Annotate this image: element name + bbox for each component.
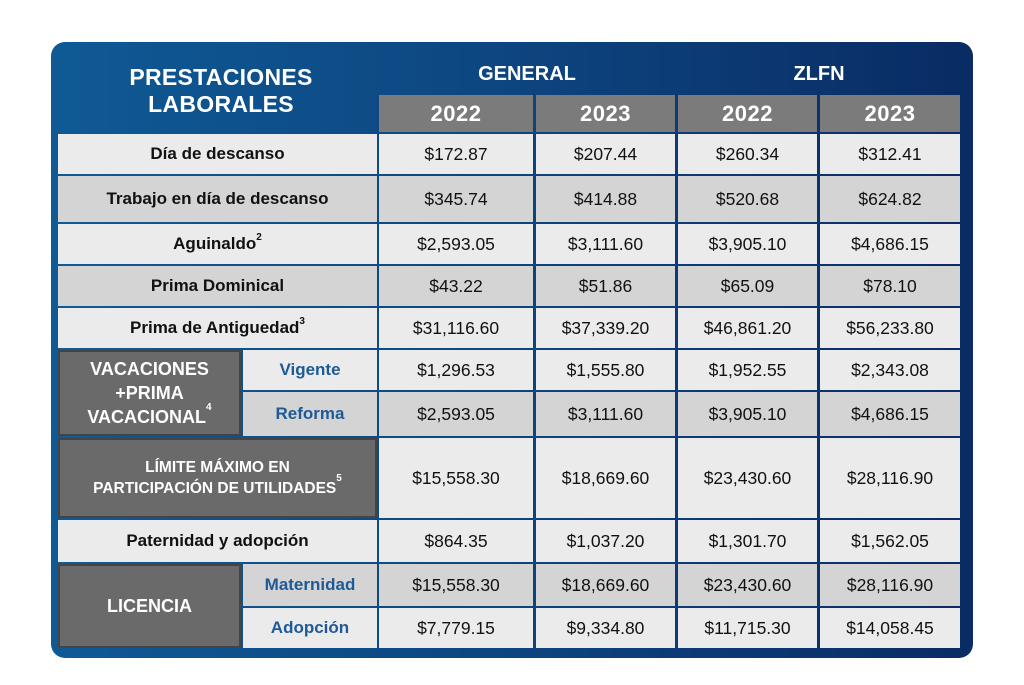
value-cell: $15,558.30 [379, 438, 533, 518]
value-cell: $28,116.90 [820, 564, 960, 606]
value-cell: $23,430.60 [678, 564, 817, 606]
footnote-marker: 5 [336, 472, 342, 484]
value-cell: $56,233.80 [820, 308, 960, 348]
value-cell: $18,669.60 [536, 564, 675, 606]
row-label-prima-antiguedad: Prima de Antiguedad $^3$ [58, 308, 377, 348]
value-cell: $1,562.05 [820, 520, 960, 562]
row-label-limite-maximo-utilidades: LÍMITE MÁXIMO EN PARTICIPACIÓN DE UTILIDADES$^5$ [58, 438, 377, 518]
value-cell: $1,555.80 [536, 350, 675, 390]
row-label-trabajo-dia-descanso: Trabajo en día de descanso [58, 176, 377, 222]
benefits-table-card [51, 42, 973, 658]
value-cell: $15,558.30 [379, 564, 533, 606]
value-cell: $2,593.05 [379, 224, 533, 264]
year-header-zlfn-2023: 2023 [820, 95, 960, 132]
value-cell: $260.34 [678, 134, 817, 174]
value-cell: $18,669.60 [536, 438, 675, 518]
table-title-line2: LABORALES [148, 91, 294, 117]
footnote-marker: 4 [206, 402, 212, 413]
value-cell: $864.35 [379, 520, 533, 562]
value-cell: $4,686.15 [820, 224, 960, 264]
row-label-aguinaldo: Aguinaldo $^2$ [58, 224, 377, 264]
value-cell: $414.88 [536, 176, 675, 222]
value-cell: $43.22 [379, 266, 533, 306]
value-cell: $14,058.45 [820, 608, 960, 648]
row-label-licencia: LICENCIA [58, 564, 241, 648]
year-header-general-2022: 2022 [379, 95, 533, 132]
value-cell: $46,861.20 [678, 308, 817, 348]
table-title-line1: PRESTACIONES [129, 64, 313, 90]
row-label-dia-descanso: Día de descanso [58, 134, 377, 174]
value-cell: $520.68 [678, 176, 817, 222]
value-cell: $9,334.80 [536, 608, 675, 648]
value-cell: $31,116.60 [379, 308, 533, 348]
value-cell: $312.41 [820, 134, 960, 174]
value-cell: $3,111.60 [536, 224, 675, 264]
value-cell: $51.86 [536, 266, 675, 306]
value-cell: $3,905.10 [678, 224, 817, 264]
value-cell: $23,430.60 [678, 438, 817, 518]
group-header-general: GENERAL [478, 62, 576, 85]
value-cell: $3,905.10 [678, 392, 817, 436]
value-cell: $11,715.30 [678, 608, 817, 648]
value-cell: $207.44 [536, 134, 675, 174]
value-cell: $1,037.20 [536, 520, 675, 562]
value-cell: $3,111.60 [536, 392, 675, 436]
value-cell: $624.82 [820, 176, 960, 222]
row-label-vacaciones-prima-vacacional: VACACIONES +PRIMA VACACIONAL$^4$ [58, 350, 241, 436]
sub-label-vigente: Vigente [243, 350, 377, 390]
table-title [71, 60, 371, 122]
value-cell: $1,296.53 [379, 350, 533, 390]
sub-label-reforma: Reforma [243, 392, 377, 436]
value-cell: $172.87 [379, 134, 533, 174]
value-cell: $78.10 [820, 266, 960, 306]
value-cell: $37,339.20 [536, 308, 675, 348]
year-header-zlfn-2022: 2022 [678, 95, 817, 132]
value-cell: $2,343.08 [820, 350, 960, 390]
value-cell: $4,686.15 [820, 392, 960, 436]
row-label-prima-dominical: Prima Dominical [58, 266, 377, 306]
row-label-paternidad-adopcion: Paternidad y adopción [58, 520, 377, 562]
value-cell: $1,301.70 [678, 520, 817, 562]
sub-label-maternidad: Maternidad [243, 564, 377, 606]
year-header-general-2023: 2023 [536, 95, 675, 132]
value-cell: $345.74 [379, 176, 533, 222]
value-cell: $1,952.55 [678, 350, 817, 390]
value-cell: $28,116.90 [820, 438, 960, 518]
group-header-zlfn: ZLFN [793, 62, 845, 85]
value-cell: $7,779.15 [379, 608, 533, 648]
value-cell: $2,593.05 [379, 392, 533, 436]
sub-label-adopcion: Adopción [243, 608, 377, 648]
value-cell: $65.09 [678, 266, 817, 306]
